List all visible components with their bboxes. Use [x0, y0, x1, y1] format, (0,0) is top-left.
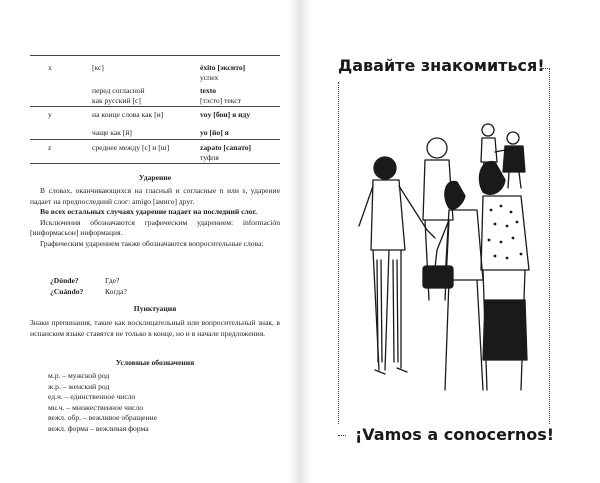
table-letter: z [48, 143, 52, 152]
page-gutter-shadow [300, 0, 312, 483]
frame-dots [338, 435, 346, 436]
woman-dotted-blouse [479, 161, 529, 390]
punctuation-heading: Пунктуация [133, 304, 177, 313]
table-desc: среднее между [с] и [ш] [92, 143, 170, 152]
chapter-title-ru: Давайте знакомиться! [338, 56, 545, 75]
table-example: yo [йо] я [200, 128, 229, 137]
table-row-rule [30, 106, 280, 107]
people-meeting-illustration [345, 100, 545, 400]
table-bottom-rule [30, 163, 280, 164]
right-page [300, 0, 600, 483]
frame-dots [549, 68, 550, 424]
table-desc: на конце слова как [и] [92, 110, 164, 119]
legend-list [48, 371, 157, 434]
stress-paragraph: В словах, оканчивающихся на гласный и согласные n или s, ударение падает на предпоследний слог: amigo [амиго] друг. [30, 186, 280, 206]
table-example: texto [200, 86, 217, 95]
legend-item: ж.р. – женский род [48, 381, 110, 391]
page-gutter-shadow [288, 0, 300, 483]
table-top-rule [30, 55, 280, 56]
legend-item: ед.ч. – единственное число [48, 392, 136, 401]
question-translation: Когда? [105, 287, 127, 296]
punctuation-paragraph: Знаки препинания, такие как восклицательный или вопросительный знак, в испанском языке ставятся не только в конце, но и в начале предложения. [30, 318, 280, 338]
question-word: ¿Dónde? [50, 276, 79, 285]
stress-paragraph: Графическим ударением также обозначаются вопросительные слова: [40, 238, 264, 248]
table-desc: [кс] [92, 63, 104, 72]
question-word: ¿Cuándo? [50, 287, 84, 296]
table-desc: как русский [с] [92, 96, 141, 105]
question-translation: Где? [105, 276, 120, 285]
frame-dots [338, 82, 339, 424]
stress-paragraph: Во всех остальных случаях ударение падает на последний слог. [40, 207, 258, 216]
legend-item: вежл. обр. – вежливое обращение [48, 413, 157, 422]
legend-heading: Условные обозначения [115, 358, 195, 367]
stress-paragraph: Исключения обозначаются графическим ударением: información [информасьон] информация. [30, 217, 280, 237]
table-example: [тэсто] текст [200, 96, 241, 105]
legend-item: вежл. форма – вежливая форма [48, 423, 149, 433]
stress-heading: Ударение [138, 173, 172, 182]
table-letter: y [48, 110, 52, 119]
table-example: éxito [эксито] [200, 63, 246, 72]
legend-item: м.р. – мужской род [48, 371, 110, 380]
table-desc: перед согласной [92, 86, 145, 95]
table-translation: успех [200, 73, 219, 82]
table-letter: x [48, 63, 52, 72]
table-desc: чаще как [й] [92, 128, 132, 137]
table-translation: туфля [200, 153, 219, 162]
legend-item: мн.ч. – множественное число [48, 402, 143, 412]
table-example: voy [бои] я иду [200, 110, 251, 119]
chapter-title-es: ¡Vamos a conocernos! [355, 425, 555, 444]
punctuation-text [30, 318, 280, 339]
table-example: zapato [сапато] [200, 143, 252, 152]
table-row-rule [30, 139, 280, 140]
stress-text [30, 186, 280, 249]
